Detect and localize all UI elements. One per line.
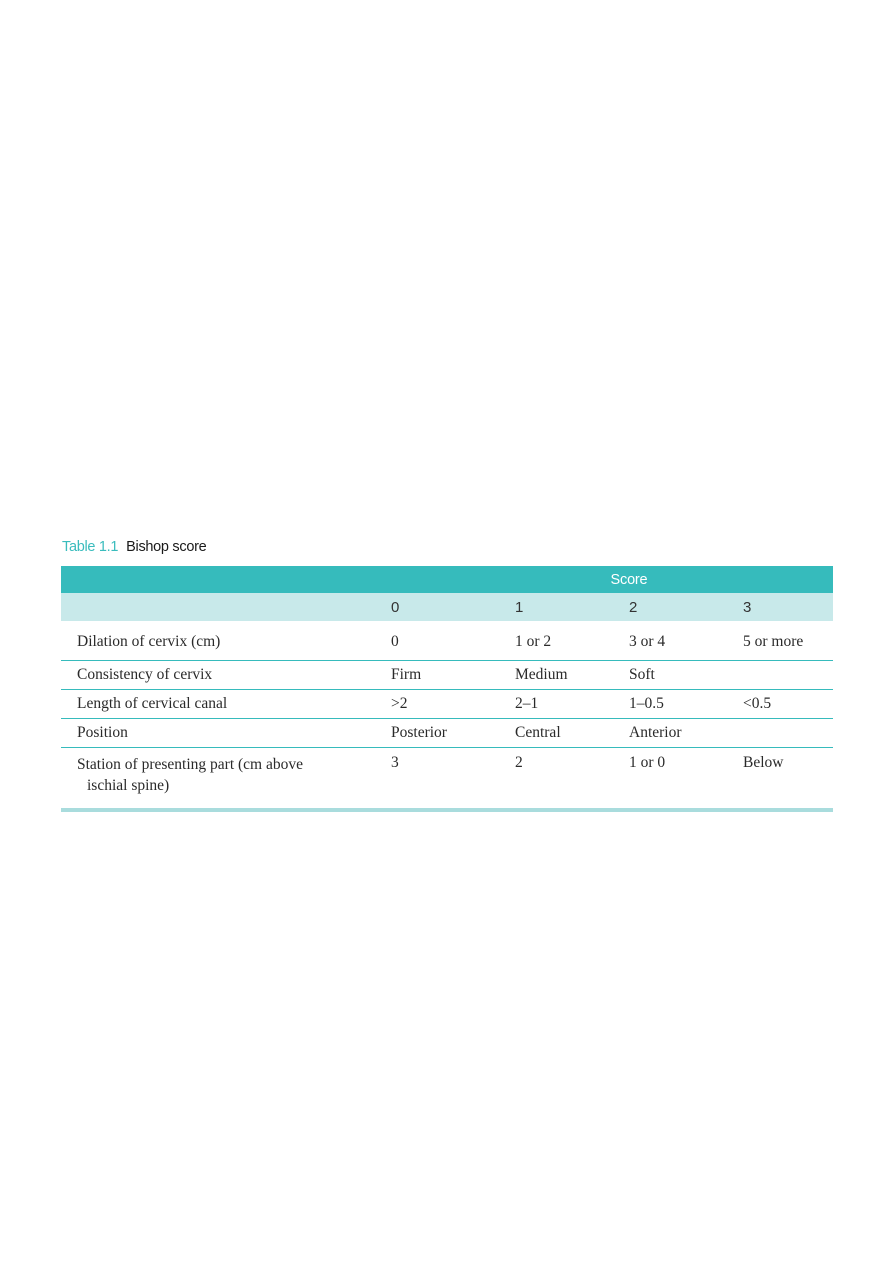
table-cell (743, 719, 833, 748)
table-cell: Below (743, 748, 833, 811)
table-row (61, 661, 833, 690)
table-number: Table 1.1 (62, 539, 119, 555)
row-label: Consistency of cervix (61, 661, 391, 690)
column-header-3: 3 (743, 593, 833, 621)
row-label-line-2: ischial spine) (87, 777, 170, 794)
table-cell: Central (515, 719, 629, 748)
table-cell: 3 or 4 (629, 621, 743, 661)
table-cell: >2 (391, 690, 515, 719)
column-header-1: 1 (515, 593, 629, 621)
column-header-empty (61, 593, 391, 621)
table-row (61, 621, 833, 661)
table-cell: 1–0.5 (629, 690, 743, 719)
table-cell: 0 (391, 621, 515, 661)
score-columns-row (61, 593, 833, 621)
table-cell: Posterior (391, 719, 515, 748)
table-cell: Soft (629, 661, 743, 690)
table-row (61, 748, 833, 811)
score-header-row (61, 566, 833, 593)
header-spacer-cell (743, 566, 833, 593)
table-cell: 1 or 0 (629, 748, 743, 811)
bishop-score-table (61, 566, 833, 812)
table-cell: <0.5 (743, 690, 833, 719)
header-empty-cell (61, 566, 391, 593)
header-spacer-cell (391, 566, 515, 593)
table-cell: Firm (391, 661, 515, 690)
column-header-2: 2 (629, 593, 743, 621)
table-cell: 2 (515, 748, 629, 811)
table-cell: 2–1 (515, 690, 629, 719)
table-caption (62, 537, 206, 557)
table-cell: 3 (391, 748, 515, 811)
table-cell (743, 661, 833, 690)
table-title: Bishop score (126, 539, 207, 555)
row-label (61, 748, 391, 811)
column-header-0: 0 (391, 593, 515, 621)
row-label: Length of cervical canal (61, 690, 391, 719)
row-label: Position (61, 719, 391, 748)
table-cell: 5 or more (743, 621, 833, 661)
table-cell: Medium (515, 661, 629, 690)
table-row (61, 719, 833, 748)
row-label-line-1: Station of presenting part (cm above (77, 756, 303, 773)
row-label: Dilation of cervix (cm) (61, 621, 391, 661)
score-group-header: Score (515, 566, 743, 593)
table-row (61, 690, 833, 719)
table-cell: 1 or 2 (515, 621, 629, 661)
table-cell: Anterior (629, 719, 743, 748)
